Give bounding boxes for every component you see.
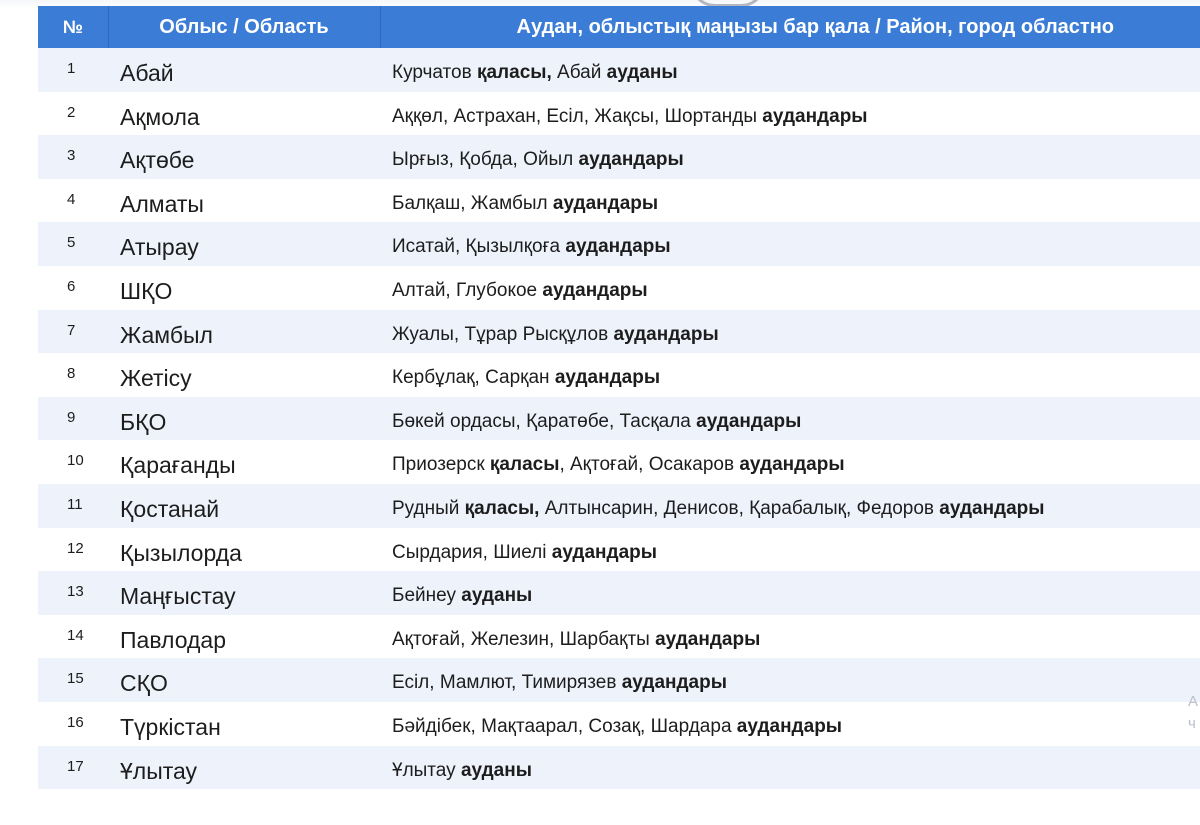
- district-list: [380, 92, 1200, 136]
- row-number: 9: [38, 397, 108, 441]
- row-number: 15: [38, 658, 108, 702]
- region-name: ШҚО: [108, 266, 380, 310]
- region-name: Жамбыл: [108, 310, 380, 354]
- district-type-label: қаласы: [489, 454, 560, 476]
- row-number: 10: [38, 440, 108, 484]
- table-header-row: [38, 6, 1200, 48]
- district-names: Кербұлақ, Сарқан: [392, 367, 555, 389]
- district-type-label: аудандары: [736, 715, 843, 737]
- region-name: Қостанай: [108, 484, 380, 528]
- row-number: 1: [38, 48, 108, 92]
- district-names: Бейнеу: [392, 585, 462, 607]
- district-list: [380, 353, 1200, 397]
- district-type-label: аудандары: [655, 628, 761, 650]
- region-name: СҚО: [108, 658, 380, 702]
- district-type-label: ауданы: [460, 759, 532, 781]
- region-name: Түркістан: [108, 702, 380, 746]
- district-type-label: аудандары: [542, 279, 648, 301]
- edge-fragment-b: ч: [1188, 715, 1196, 732]
- district-type-label: аудандары: [739, 454, 845, 476]
- district-list: [380, 615, 1200, 659]
- district-type-label: аудандары: [696, 410, 802, 432]
- row-number: 8: [38, 353, 108, 397]
- table-row: [38, 658, 1200, 702]
- table-row: [38, 222, 1200, 266]
- district-list: [380, 658, 1200, 702]
- district-type-label: аудандары: [551, 541, 657, 563]
- district-type-label: қаласы,: [476, 62, 552, 83]
- row-number: 16: [38, 702, 108, 746]
- district-names: Бөкей ордасы, Қаратөбе, Тасқала: [392, 410, 697, 432]
- district-names: Сырдария, Шиелі: [392, 541, 552, 563]
- district-type-label: аудандары: [621, 672, 727, 694]
- table-row: [38, 702, 1200, 746]
- region-name: Ақтөбе: [108, 135, 380, 179]
- row-number: 14: [38, 615, 108, 659]
- region-name: Ұлытау: [108, 746, 380, 790]
- district-list: [380, 702, 1200, 746]
- header-region: Облыс / Область: [108, 6, 380, 48]
- district-list: [380, 746, 1200, 790]
- district-names: Приозерск: [392, 454, 490, 476]
- region-name: БҚО: [108, 397, 380, 441]
- district-names: Жуалы, Тұрар Рысқұлов: [392, 323, 614, 345]
- row-number: 12: [38, 528, 108, 572]
- table-row: [38, 397, 1200, 441]
- district-list: [380, 528, 1200, 572]
- district-names: Аққөл, Астрахан, Есіл, Жақсы, Шортанды: [392, 105, 763, 127]
- district-type-label: аудандары: [554, 367, 661, 389]
- table-row: [38, 266, 1200, 310]
- district-list: [380, 179, 1200, 223]
- region-name: Абай: [108, 48, 380, 92]
- district-list: [380, 397, 1200, 441]
- row-number: 4: [38, 179, 108, 223]
- table-row: [38, 571, 1200, 615]
- district-names: Ырғыз, Қобда, Ойыл: [392, 149, 579, 171]
- district-list: [380, 484, 1200, 528]
- region-name: Ақмола: [108, 92, 380, 136]
- regions-table: [38, 6, 1200, 789]
- district-list: [380, 266, 1200, 310]
- district-names: Курчатов: [392, 62, 477, 83]
- region-name: Алматы: [108, 179, 380, 223]
- district-list: [380, 48, 1200, 92]
- region-name: Павлодар: [108, 615, 380, 659]
- row-number: 13: [38, 571, 108, 615]
- header-district: Аудан, облыстық маңызы бар қала / Район, город областно: [380, 6, 1200, 48]
- district-names: Балқаш, Жамбыл: [392, 192, 553, 214]
- table-row: [38, 484, 1200, 528]
- row-number: 17: [38, 746, 108, 790]
- table-row: [38, 135, 1200, 179]
- row-number: 2: [38, 92, 108, 136]
- district-names: Ұлытау: [392, 759, 461, 781]
- row-number: 5: [38, 222, 108, 266]
- row-number: 11: [38, 484, 108, 528]
- district-list: [380, 571, 1200, 615]
- district-names: Ақтоғай, Железин, Шарбақты: [392, 628, 656, 650]
- district-names: Рудный: [392, 497, 465, 519]
- district-type-label: аудандары: [613, 323, 719, 345]
- district-names: Исатай, Қызылқоға: [392, 236, 566, 258]
- region-name: Қызылорда: [108, 528, 380, 572]
- table-row: [38, 746, 1200, 790]
- district-type-label: ауданы: [461, 585, 533, 607]
- table-body: [38, 48, 1200, 789]
- table-row: [38, 48, 1200, 92]
- table-row: [38, 353, 1200, 397]
- district-names: Бәйдібек, Мақтаарал, Созақ, Шардара: [392, 715, 737, 737]
- header-number: №: [38, 6, 108, 48]
- region-name: Жетісу: [108, 353, 380, 397]
- row-number: 3: [38, 135, 108, 179]
- table-row: [38, 440, 1200, 484]
- district-type-label: аудандары: [565, 236, 671, 258]
- district-names: Алтынсарин, Денисов, Қарабалық, Федоров: [539, 497, 940, 519]
- district-list: [380, 222, 1200, 266]
- district-type-label: аудандары: [939, 497, 1045, 519]
- row-number: 6: [38, 266, 108, 310]
- district-type-label: аудандары: [552, 192, 659, 214]
- district-type-label: аудандары: [578, 149, 684, 171]
- district-names: Есіл, Мамлют, Тимирязев: [392, 672, 622, 694]
- district-type-label: аудандары: [762, 105, 868, 127]
- region-name: Маңғыстау: [108, 571, 380, 615]
- table-row: [38, 92, 1200, 136]
- district-list: [380, 135, 1200, 179]
- district-names: , Ақтоғай, Осакаров: [559, 454, 740, 476]
- district-type-label: ауданы: [606, 62, 678, 83]
- edge-fragment-a: А: [1188, 693, 1199, 710]
- district-names: Алтай, Глубокое: [392, 279, 543, 301]
- table-row: [38, 179, 1200, 223]
- table-row: [38, 615, 1200, 659]
- row-number: 7: [38, 310, 108, 354]
- region-name: Атырау: [108, 222, 380, 266]
- region-name: Қарағанды: [108, 440, 380, 484]
- district-type-label: қаласы,: [464, 497, 540, 519]
- table-row: [38, 528, 1200, 572]
- district-list: [380, 310, 1200, 354]
- table-row: [38, 310, 1200, 354]
- district-list: [380, 440, 1200, 484]
- district-names: Абай: [551, 62, 607, 83]
